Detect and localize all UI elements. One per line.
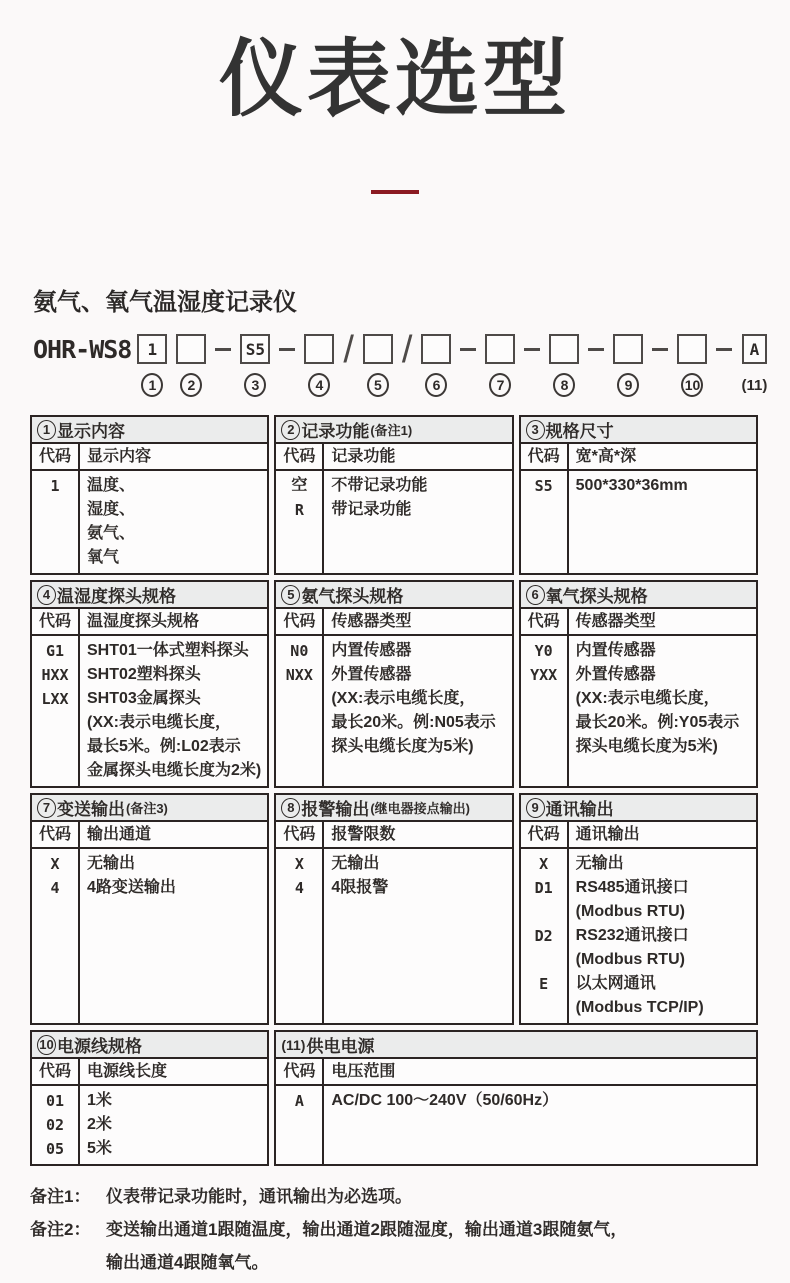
table-row	[521, 972, 756, 1020]
table-row	[276, 474, 511, 498]
desc-line: RS232通讯接口	[575, 927, 689, 944]
spec-table-body	[32, 636, 267, 786]
desc-line: 内置传感器	[331, 642, 412, 659]
table-row	[276, 639, 511, 663]
note-line: 输出通道4跟随氧气。	[106, 1253, 269, 1272]
dash-separator	[652, 348, 668, 351]
code-cell: A	[294, 1092, 304, 1110]
spec-table-body-wrap	[521, 822, 756, 1023]
spec-table-header-row	[276, 444, 511, 471]
spec-table-title	[32, 795, 267, 822]
code-cell: HXX	[41, 666, 69, 684]
table-row	[521, 639, 756, 663]
table-number-circled: 7	[37, 798, 56, 818]
table-row	[32, 852, 267, 876]
desc-line: (XX:表示电缆长度，	[575, 690, 720, 707]
model-code-unit	[137, 334, 167, 397]
model-code-box	[304, 334, 334, 364]
spec-table-body	[276, 849, 511, 1023]
spec-table-body-wrap	[521, 444, 756, 573]
spec-table-header-row	[276, 609, 511, 636]
table-number-circled: 10	[37, 1035, 56, 1055]
code-cell: YXX	[530, 666, 558, 684]
desc-line: 4限报警	[331, 879, 389, 896]
spec-table-header-row	[276, 822, 511, 849]
desc-line: 氧气	[87, 549, 120, 566]
desc-cell	[567, 852, 624, 876]
table-number-circled: 4	[37, 585, 56, 605]
desc-cell	[322, 852, 379, 876]
model-code-unit	[613, 334, 643, 397]
desc-header-cell: 电压范围	[331, 1063, 396, 1080]
spec-table-header-row	[32, 444, 267, 471]
code-header-cell: 代码	[283, 448, 316, 465]
spec-table-body	[276, 1086, 756, 1164]
paren-number: (11)	[741, 376, 768, 394]
desc-cell	[78, 474, 135, 570]
note-text	[106, 1180, 412, 1213]
table-row	[32, 474, 267, 570]
model-code-label	[553, 373, 575, 397]
model-code-unit	[677, 334, 707, 397]
table-row	[521, 876, 756, 924]
desc-header-cell: 输出通道	[87, 826, 152, 843]
spec-table	[274, 415, 513, 575]
model-code-label	[180, 373, 202, 397]
desc-cell	[567, 972, 704, 1020]
note-label: 备注2：	[30, 1220, 91, 1239]
page-title: 仪表选型	[218, 32, 571, 126]
desc-line: 外置传感器	[331, 666, 412, 683]
spec-table-title	[521, 582, 756, 609]
code-header-cell: 代码	[283, 613, 316, 630]
table-row	[32, 1089, 267, 1113]
code-cell: X	[50, 855, 60, 873]
model-code-label	[367, 373, 389, 397]
desc-header-cell: 传感器类型	[331, 613, 412, 630]
spec-table-body-wrap	[32, 609, 267, 786]
circled-number: 5	[367, 373, 389, 397]
title-accent-dash	[371, 190, 419, 194]
model-code-label	[741, 373, 767, 397]
spec-table-title-text: 电源线规格	[57, 1037, 142, 1056]
code-cell: 空	[291, 477, 308, 494]
spec-table-body-wrap	[32, 822, 267, 1023]
desc-line: (Modbus RTU)	[575, 951, 685, 968]
desc-cell	[78, 1113, 112, 1137]
model-code-unit	[549, 334, 579, 397]
code-cell: NXX	[285, 666, 313, 684]
model-code-label	[681, 373, 703, 397]
note-label: 备注1：	[30, 1187, 91, 1206]
spec-table	[30, 415, 269, 575]
desc-header-cell: 温湿度探头规格	[87, 613, 200, 630]
spec-table-body-wrap	[276, 1059, 756, 1164]
desc-line: 无输出	[575, 855, 624, 872]
desc-cell	[567, 876, 689, 924]
model-code-label	[617, 373, 639, 397]
desc-line: AC/DC 100～240V（50/60Hz）	[331, 1092, 559, 1109]
desc-cell	[78, 852, 135, 876]
model-code-box: S5	[240, 334, 270, 364]
dash-separator	[460, 348, 476, 351]
spec-table-title	[32, 1032, 267, 1059]
table-number-paren: (11)	[281, 1036, 306, 1053]
table-number-circled: 2	[281, 420, 300, 440]
model-code-unit	[421, 334, 451, 397]
table-row	[276, 663, 511, 759]
spec-table	[30, 793, 269, 1025]
desc-cell	[78, 1089, 112, 1113]
spec-table-title-text: 变送输出	[57, 800, 125, 819]
spec-table-title	[276, 582, 511, 609]
desc-line: SHT01一体式塑料探头	[87, 642, 249, 659]
note-line: 仪表带记录功能时，通讯输出为必选项。	[106, 1187, 412, 1206]
table-row	[32, 1113, 267, 1137]
spec-table-body	[521, 636, 756, 786]
circled-number: 7	[489, 373, 511, 397]
desc-line: 最长5米。例:L02表示	[87, 738, 241, 755]
model-code-unit	[485, 334, 515, 397]
table-row	[521, 474, 756, 498]
spec-table-header-row	[32, 1059, 267, 1086]
spec-table-body-wrap	[521, 609, 756, 786]
desc-line: 最长20米。例:Y05表示	[575, 714, 740, 731]
spec-table-body-wrap	[276, 822, 511, 1023]
model-code-unit	[240, 334, 270, 397]
desc-cell	[322, 498, 411, 522]
code-header-cell: 代码	[527, 826, 560, 843]
spec-table-header-row	[32, 609, 267, 636]
spec-table-body-wrap	[32, 444, 267, 573]
dash-separator	[524, 348, 540, 351]
desc-line: 1米	[87, 1092, 112, 1109]
spec-table	[274, 1030, 758, 1166]
desc-cell	[567, 639, 656, 663]
desc-header-cell: 宽*高*深	[575, 448, 637, 465]
code-cell: R	[294, 501, 304, 519]
spec-table-body	[521, 471, 756, 573]
table-number-circled: 8	[281, 798, 300, 818]
desc-header-cell: 通讯输出	[575, 826, 640, 843]
code-cell: S5	[534, 477, 553, 495]
code-header-cell: 代码	[283, 1063, 316, 1080]
spec-table-header-row	[32, 822, 267, 849]
spec-table-title-text: 记录功能	[301, 422, 370, 441]
table-row	[276, 876, 511, 900]
table-row	[521, 924, 756, 972]
model-code-box	[677, 334, 707, 364]
model-code-line	[33, 329, 790, 397]
code-cell: 02	[45, 1116, 65, 1134]
spec-table-body	[276, 636, 511, 786]
spec-table-title	[276, 795, 511, 822]
desc-line: 金属探头电缆长度为2米)	[87, 762, 262, 779]
dash-separator	[215, 348, 231, 351]
spec-table-body	[32, 1086, 267, 1164]
table-row	[521, 663, 756, 759]
desc-line: 不带记录功能	[331, 477, 428, 494]
code-cell: LXX	[41, 690, 69, 708]
table-row	[32, 876, 267, 900]
spec-table-body	[32, 471, 267, 573]
desc-line: SHT03金属探头	[87, 690, 201, 707]
desc-cell	[322, 1089, 558, 1113]
model-code-label	[244, 373, 266, 397]
model-code-unit	[304, 334, 334, 397]
spec-table-title	[32, 417, 267, 444]
desc-line: 无输出	[87, 855, 136, 872]
desc-line: 温度、	[87, 477, 136, 494]
model-code-box	[421, 334, 451, 364]
spec-table-title-text: 规格尺寸	[545, 422, 614, 441]
desc-cell	[78, 687, 261, 783]
desc-header-cell: 记录功能	[331, 448, 396, 465]
table-number-circled: 6	[526, 585, 545, 605]
desc-cell	[322, 663, 495, 759]
code-cell: G1	[45, 642, 65, 660]
note-text	[106, 1213, 627, 1279]
spec-table	[30, 580, 269, 788]
spec-table-title-note: (备注3)	[126, 801, 168, 816]
dash-separator	[279, 348, 295, 351]
desc-cell	[322, 474, 427, 498]
spec-table-header-row	[521, 609, 756, 636]
circled-number: 9	[617, 373, 639, 397]
desc-line: 500*330*36mm	[575, 477, 688, 494]
desc-cell	[322, 876, 388, 900]
model-code-label	[425, 373, 447, 397]
circled-number: 1	[141, 373, 163, 397]
circled-number: 6	[425, 373, 447, 397]
table-number-circled: 3	[526, 420, 545, 440]
model-code-box	[549, 334, 579, 364]
spec-table-title-text: 报警输出	[301, 800, 370, 819]
spec-table-header-row	[521, 444, 756, 471]
desc-line: 2米	[87, 1116, 112, 1133]
desc-line: 氨气、	[87, 525, 136, 542]
code-header-cell: 代码	[527, 448, 560, 465]
desc-line: (XX:表示电缆长度，	[331, 690, 476, 707]
spec-table-header-row	[521, 822, 756, 849]
spec-table-title-note: (备注1)	[370, 423, 413, 438]
model-code-segments	[137, 329, 768, 397]
spec-table-title-note: (继电器接点输出)	[370, 801, 470, 816]
code-cell: N0	[290, 642, 309, 660]
code-cell: 1	[50, 477, 60, 495]
desc-cell	[567, 663, 740, 759]
spec-table	[274, 580, 513, 788]
desc-header-cell: 报警限数	[331, 826, 396, 843]
code-cell: Y0	[534, 642, 553, 660]
code-cell: 01	[45, 1092, 65, 1110]
model-code-label	[141, 373, 163, 397]
circled-number: 2	[180, 373, 202, 397]
circled-number: 8	[553, 373, 575, 397]
circled-number: 3	[244, 373, 266, 397]
spec-table-body	[276, 471, 511, 573]
table-row	[32, 1137, 267, 1161]
spec-table	[274, 793, 513, 1025]
spec-table-title	[521, 795, 756, 822]
slash-separator: /	[401, 329, 413, 371]
code-header-cell: 代码	[38, 448, 71, 465]
table-number-circled: 9	[526, 798, 545, 818]
desc-line: 外置传感器	[575, 666, 656, 683]
table-row	[276, 1089, 756, 1113]
code-cell: D1	[534, 879, 553, 897]
model-code-box	[613, 334, 643, 364]
desc-cell	[567, 474, 688, 498]
table-row	[521, 852, 756, 876]
model-code-label	[489, 373, 511, 397]
spec-table-body-wrap	[276, 609, 511, 786]
table-row	[32, 687, 267, 783]
code-cell: 4	[294, 879, 304, 897]
model-code-box: A	[742, 334, 767, 364]
spec-table-title	[32, 582, 267, 609]
model-code-box: 1	[137, 334, 167, 364]
spec-table	[519, 793, 758, 1025]
spec-table-body	[521, 849, 756, 1023]
desc-line: 5米	[87, 1140, 112, 1157]
desc-line: 湿度、	[87, 501, 136, 518]
model-code-unit	[741, 334, 767, 397]
spec-table-title	[276, 1032, 756, 1059]
desc-line: (Modbus RTU)	[575, 903, 685, 920]
desc-header-cell: 电源线长度	[87, 1063, 168, 1080]
code-header-cell: 代码	[38, 613, 71, 630]
model-code-box	[176, 334, 206, 364]
desc-line: RS485通讯接口	[575, 879, 689, 896]
desc-line: 无输出	[331, 855, 380, 872]
code-header-cell: 代码	[283, 826, 316, 843]
table-row	[276, 852, 511, 876]
desc-cell	[78, 876, 176, 900]
desc-line: 带记录功能	[331, 501, 412, 518]
spec-table-title-text: 显示内容	[57, 422, 125, 441]
table-number-circled: 1	[37, 420, 56, 440]
code-cell: X	[539, 855, 549, 873]
desc-line: 最长20米。例:N05表示	[331, 714, 496, 731]
desc-line: (Modbus TCP/IP)	[575, 999, 704, 1016]
spec-table-title-text: 氧气探头规格	[545, 587, 648, 606]
code-cell: 4	[50, 879, 60, 897]
desc-line: 以太网通讯	[575, 975, 656, 992]
product-subtitle: 氨气、氧气温湿度记录仪	[33, 289, 297, 316]
desc-header-cell: 传感器类型	[575, 613, 656, 630]
code-header-cell: 代码	[38, 826, 71, 843]
footnotes	[30, 1180, 760, 1279]
model-code-box	[363, 334, 393, 364]
dash-separator	[716, 348, 732, 351]
table-number-circled: 5	[281, 585, 300, 605]
table-row	[32, 639, 267, 663]
spec-table-title	[521, 417, 756, 444]
slash-separator: /	[343, 329, 354, 371]
desc-line: (XX:表示电缆长度，	[87, 714, 232, 731]
model-code-unit	[363, 334, 393, 397]
model-prefix: OHR-WS8	[33, 335, 132, 364]
spec-table-body	[32, 849, 267, 1023]
note-row	[30, 1213, 760, 1279]
spec-table-title-text: 温湿度探头规格	[57, 587, 176, 606]
code-cell: D2	[534, 927, 553, 945]
desc-header-cell: 显示内容	[87, 448, 152, 465]
dash-separator	[588, 348, 604, 351]
code-cell: X	[294, 855, 304, 873]
spec-table	[519, 415, 758, 575]
code-header-cell: 代码	[38, 1063, 71, 1080]
table-row	[32, 663, 267, 687]
desc-cell	[78, 1137, 112, 1161]
spec-table-title	[276, 417, 511, 444]
desc-line: SHT02塑料探头	[87, 666, 201, 683]
desc-line: 内置传感器	[575, 642, 656, 659]
spec-table-title-text: 通讯输出	[545, 800, 614, 819]
desc-cell	[322, 639, 411, 663]
code-header-cell: 代码	[527, 613, 560, 630]
desc-cell	[567, 924, 689, 972]
model-code-box	[485, 334, 515, 364]
code-cell: 05	[45, 1140, 65, 1158]
spec-table	[30, 1030, 269, 1166]
model-code-label	[308, 373, 330, 397]
note-row	[30, 1180, 760, 1213]
note-line: 变送输出通道1跟随温度，输出通道2跟随湿度，输出通道3跟随氨气，	[106, 1220, 628, 1239]
model-code-unit	[176, 334, 206, 397]
desc-line: 探头电缆长度为5米)	[331, 738, 474, 755]
spec-table	[519, 580, 758, 788]
circled-number: 4	[308, 373, 330, 397]
desc-line: 4路变送输出	[87, 879, 176, 896]
code-cell: E	[539, 975, 549, 993]
spec-table-title-text: 氨气探头规格	[301, 587, 404, 606]
table-row	[276, 498, 511, 522]
circled-number: 10	[681, 373, 703, 397]
spec-table-body-wrap	[276, 444, 511, 573]
desc-cell	[78, 639, 249, 663]
spec-table-header-row	[276, 1059, 756, 1086]
desc-line: 探头电缆长度为5米)	[575, 738, 718, 755]
spec-tables	[30, 415, 758, 1166]
desc-cell	[78, 663, 201, 687]
spec-table-title-text: 供电电源	[306, 1037, 375, 1056]
spec-table-body-wrap	[32, 1059, 267, 1164]
